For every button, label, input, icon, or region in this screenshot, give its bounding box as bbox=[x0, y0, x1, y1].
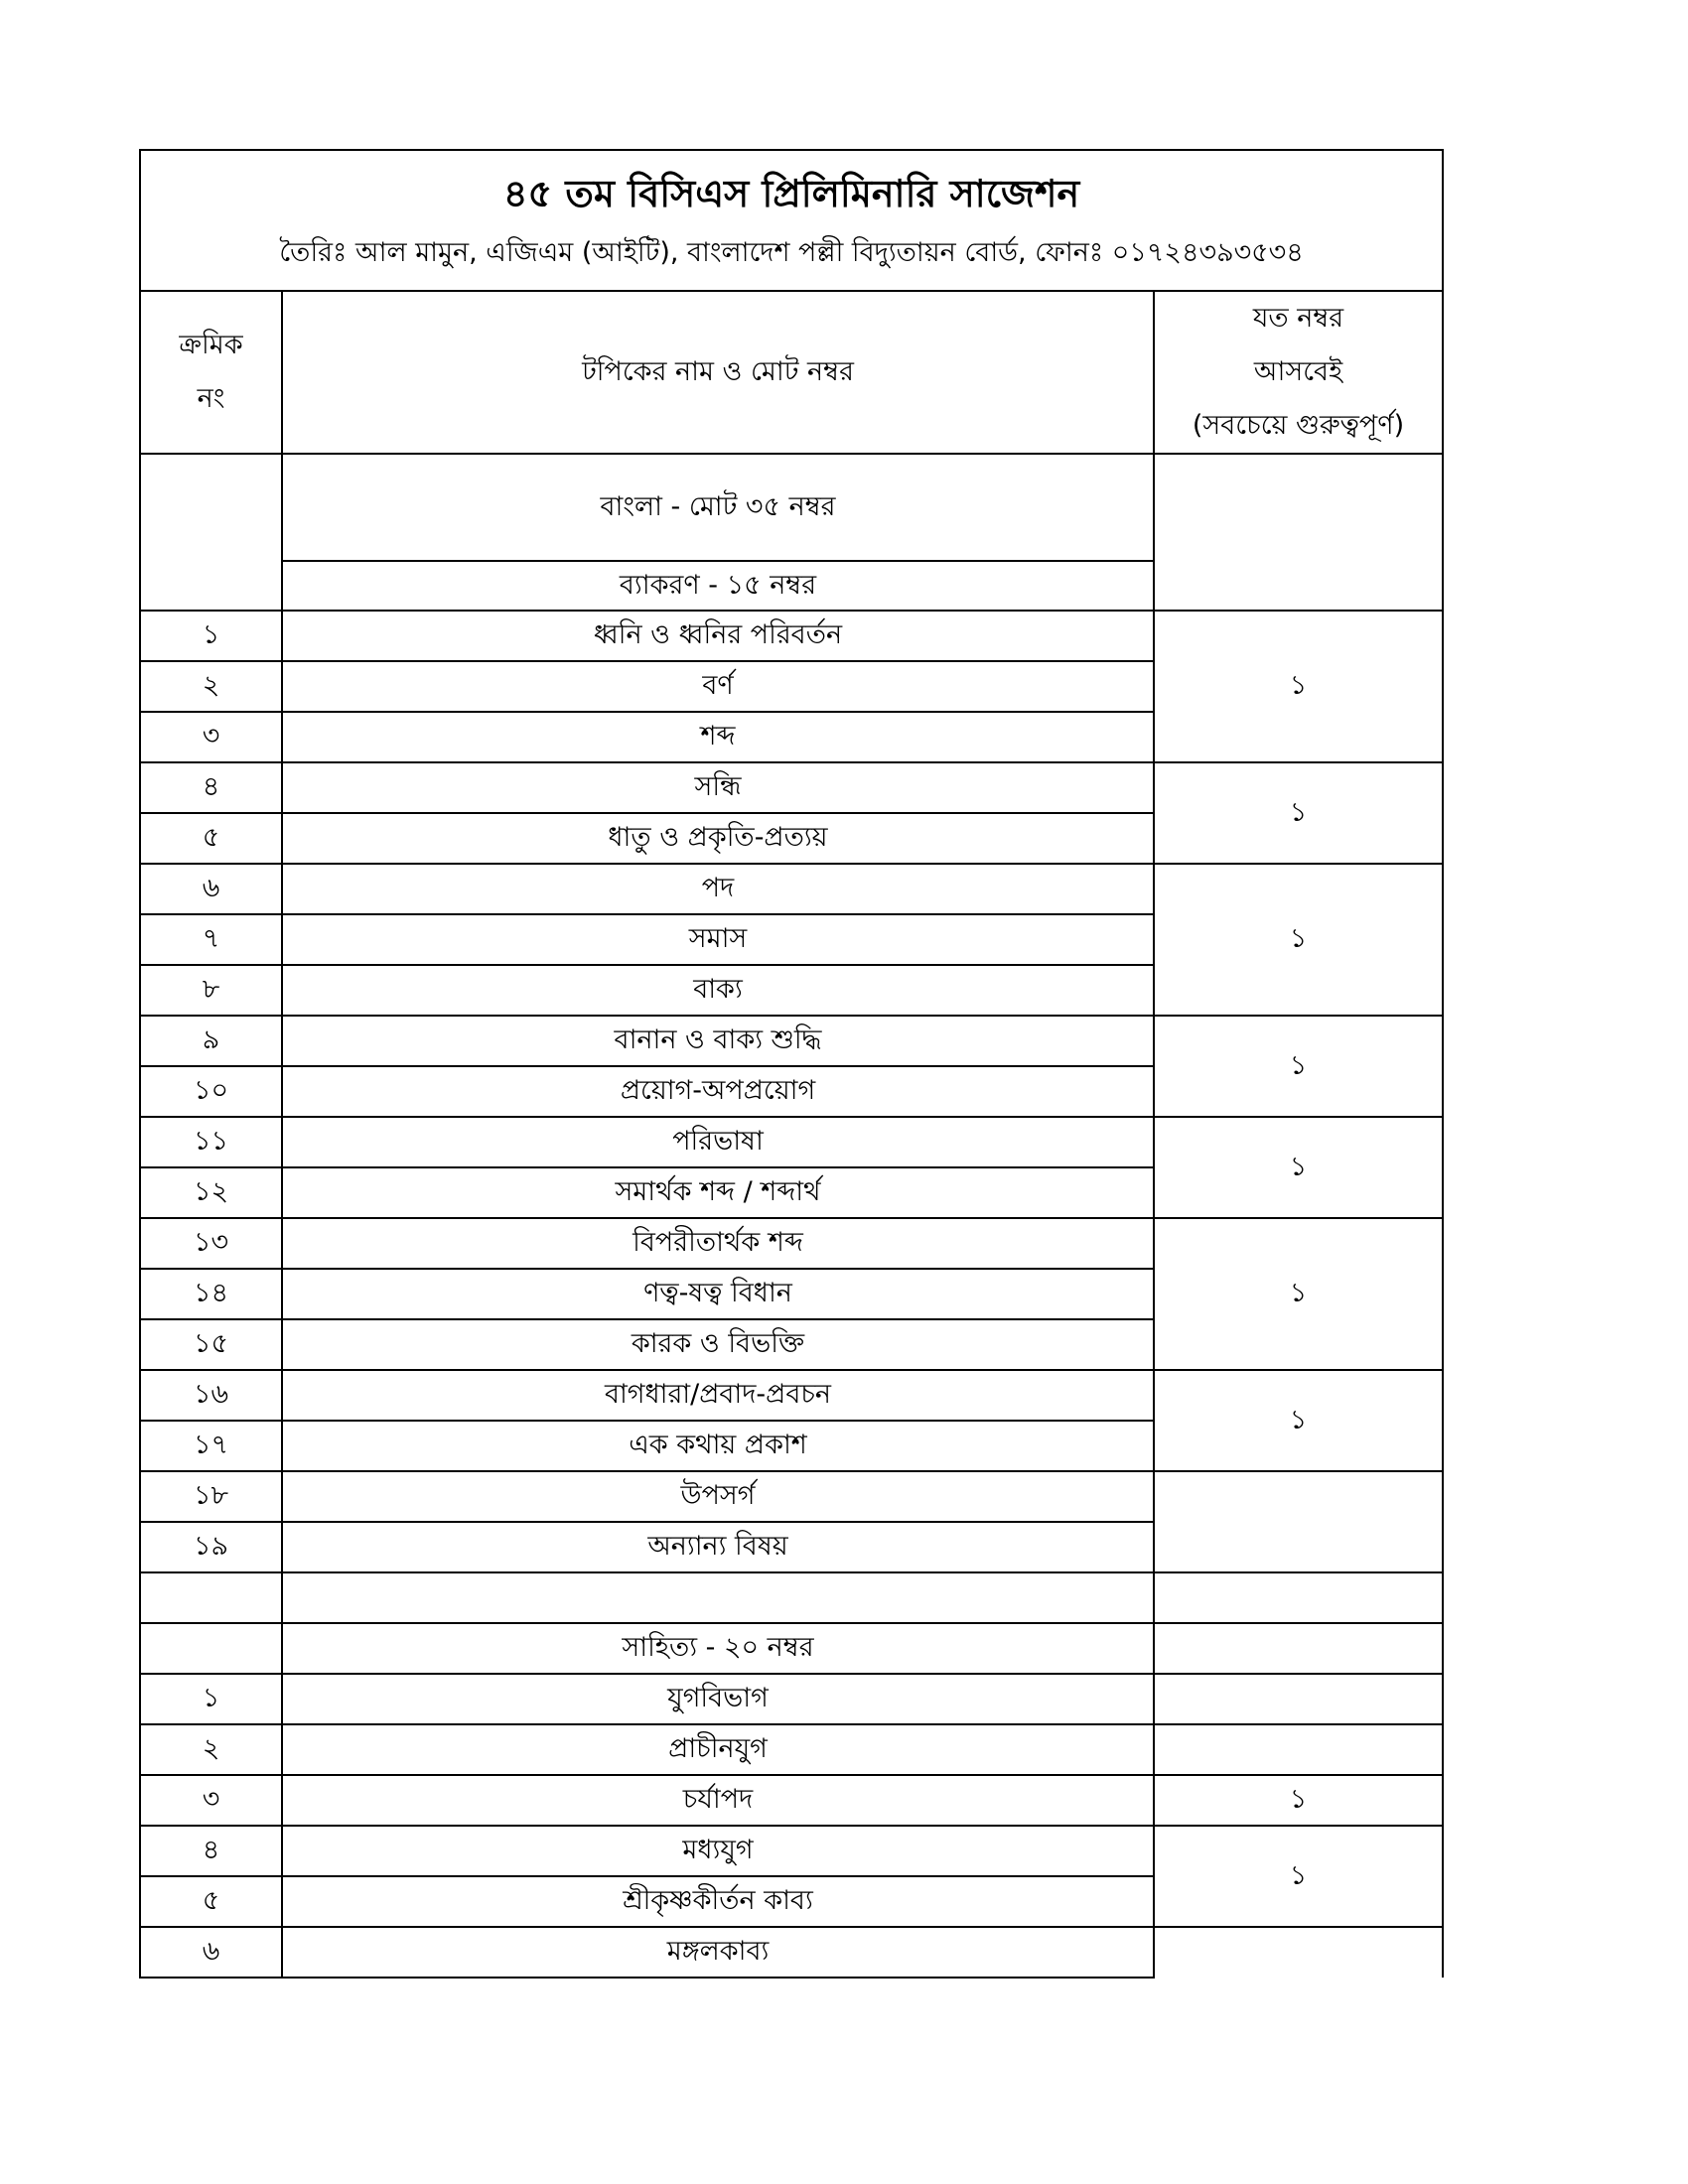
serial-cell: ১০ bbox=[140, 1066, 282, 1117]
topic-cell: বানান ও বাক্য শুদ্ধি bbox=[282, 1016, 1154, 1066]
serial-header-line-2: নং bbox=[197, 383, 225, 414]
serial-cell: ১৩ bbox=[140, 1218, 282, 1269]
serial-cell: ১৫ bbox=[140, 1319, 282, 1370]
table-row bbox=[140, 611, 1443, 661]
marks-cell: ১ bbox=[1154, 611, 1443, 762]
suggestion-table bbox=[139, 149, 1444, 1979]
serial-cell: ১২ bbox=[140, 1167, 282, 1218]
marks-header-line-2: আসবেই bbox=[1253, 356, 1343, 387]
serial-cell: ৫ bbox=[140, 1876, 282, 1927]
topic-cell: শব্দ bbox=[282, 712, 1154, 762]
document-header-row bbox=[140, 150, 1443, 291]
topic-cell: পরিভাষা bbox=[282, 1117, 1154, 1167]
topic-cell: বর্ণ bbox=[282, 661, 1154, 712]
serial-cell: ১৭ bbox=[140, 1421, 282, 1471]
topic-cell: সন্ধি bbox=[282, 762, 1154, 813]
document-title: ৪৫ তম বিসিএস প্রিলিমিনারি সাজেশন bbox=[502, 172, 1080, 216]
serial-header-line-1: ক্রমিক bbox=[179, 330, 243, 360]
serial-cell: ২ bbox=[140, 661, 282, 712]
document-subtitle: তৈরিঃ আল মামুন, এজিএম (আইটি), বাংলাদেশ পল্লী বিদ্যুতায়ন বোর্ড, ফোনঃ ০১৭২৪৩৯৩৫৩৪ bbox=[279, 237, 1304, 269]
empty-row bbox=[140, 1572, 1443, 1623]
serial-cell: ১ bbox=[140, 611, 282, 661]
topic-cell: বিপরীতার্থক শব্দ bbox=[282, 1218, 1154, 1269]
topic-cell: প্রয়োগ-অপপ্রয়োগ bbox=[282, 1066, 1154, 1117]
table-row bbox=[140, 1724, 1443, 1775]
serial-cell: ১৪ bbox=[140, 1269, 282, 1319]
serial-cell: ৬ bbox=[140, 1927, 282, 1978]
topic-cell: ধাতু ও প্রকৃতি-প্রত্যয় bbox=[282, 813, 1154, 864]
table-row bbox=[140, 762, 1443, 813]
empty-marks-cell bbox=[1154, 1623, 1443, 1674]
table-row bbox=[140, 1775, 1443, 1826]
marks-cell: ১ bbox=[1154, 762, 1443, 864]
serial-cell: ৪ bbox=[140, 762, 282, 813]
serial-cell: ১১ bbox=[140, 1117, 282, 1167]
topic-cell: এক কথায় প্রকাশ bbox=[282, 1421, 1154, 1471]
table-row bbox=[140, 1674, 1443, 1724]
topic-cell: মঙ্গলকাব্য bbox=[282, 1927, 1154, 1978]
column-header-row bbox=[140, 291, 1443, 454]
empty-cell bbox=[1154, 1572, 1443, 1623]
serial-cell: ২ bbox=[140, 1724, 282, 1775]
topic-cell: ণত্ব-ষত্ব বিধান bbox=[282, 1269, 1154, 1319]
topic-cell: সমাস bbox=[282, 914, 1154, 965]
serial-cell: ১৯ bbox=[140, 1522, 282, 1572]
table-row bbox=[140, 1218, 1443, 1269]
marks-cell: ১ bbox=[1154, 864, 1443, 1016]
topic-cell: সমার্থক শব্দ / শব্দার্থ bbox=[282, 1167, 1154, 1218]
topic-cell: পদ bbox=[282, 864, 1154, 914]
empty-cell bbox=[140, 1572, 282, 1623]
serial-cell: ৫ bbox=[140, 813, 282, 864]
section-title-bangla: বাংলা - মোট ৩৫ নম্বর bbox=[282, 454, 1154, 561]
empty-marks-cell bbox=[1154, 1927, 1443, 1978]
topic-cell: প্রাচীনযুগ bbox=[282, 1724, 1154, 1775]
topic-cell: চর্যাপদ bbox=[282, 1775, 1154, 1826]
empty-marks-cell bbox=[1154, 454, 1443, 611]
marks-cell: ১ bbox=[1154, 1016, 1443, 1117]
empty-marks-cell bbox=[1154, 1674, 1443, 1724]
document-header bbox=[140, 150, 1443, 291]
topic-cell: ধ্বনি ও ধ্বনির পরিবর্তন bbox=[282, 611, 1154, 661]
topic-cell: কারক ও বিভক্তি bbox=[282, 1319, 1154, 1370]
empty-cell bbox=[282, 1572, 1154, 1623]
marks-cell: ১ bbox=[1154, 1370, 1443, 1471]
serial-cell: ৪ bbox=[140, 1826, 282, 1876]
serial-cell: ১৮ bbox=[140, 1471, 282, 1522]
serial-cell: ১৬ bbox=[140, 1370, 282, 1421]
empty-serial-cell bbox=[140, 1623, 282, 1674]
topic-cell: মধ্যযুগ bbox=[282, 1826, 1154, 1876]
marks-cell: ১ bbox=[1154, 1775, 1443, 1826]
serial-cell: ৩ bbox=[140, 1775, 282, 1826]
serial-cell: ৮ bbox=[140, 965, 282, 1016]
topic-cell: যুগবিভাগ bbox=[282, 1674, 1154, 1724]
table-row bbox=[140, 1927, 1443, 1978]
table-row bbox=[140, 1471, 1443, 1522]
serial-cell: ৯ bbox=[140, 1016, 282, 1066]
section-title-grammar: ব্যাকরণ - ১৫ নম্বর bbox=[282, 561, 1154, 611]
topic-cell: শ্রীকৃষ্ণকীর্তন কাব্য bbox=[282, 1876, 1154, 1927]
serial-cell: ৬ bbox=[140, 864, 282, 914]
topic-cell: উপসর্গ bbox=[282, 1471, 1154, 1522]
serial-cell: ১ bbox=[140, 1674, 282, 1724]
topic-cell: অন্যান্য বিষয় bbox=[282, 1522, 1154, 1572]
empty-marks-cell bbox=[1154, 1471, 1443, 1572]
column-header-serial bbox=[140, 291, 282, 454]
section-row-bangla bbox=[140, 454, 1443, 561]
marks-cell: ১ bbox=[1154, 1826, 1443, 1927]
serial-cell: ৭ bbox=[140, 914, 282, 965]
table-row bbox=[140, 864, 1443, 914]
marks-header-line-1: যত নম্বর bbox=[1252, 303, 1344, 334]
table-row bbox=[140, 1016, 1443, 1066]
section-title-literature: সাহিত্য - ২০ নম্বর bbox=[282, 1623, 1154, 1674]
topic-cell: বাক্য bbox=[282, 965, 1154, 1016]
table-row bbox=[140, 1826, 1443, 1876]
empty-marks-cell bbox=[1154, 1724, 1443, 1775]
suggestion-sheet bbox=[139, 149, 1444, 1979]
marks-header-line-3: (সবচেয়ে গুরুত্বপূর্ণ) bbox=[1192, 410, 1405, 441]
marks-cell: ১ bbox=[1154, 1117, 1443, 1218]
table-row bbox=[140, 1370, 1443, 1421]
column-header-marks bbox=[1154, 291, 1443, 454]
table-row bbox=[140, 1117, 1443, 1167]
section-row-literature bbox=[140, 1623, 1443, 1674]
column-header-topic: টপিকের নাম ও মোট নম্বর bbox=[282, 291, 1154, 454]
serial-cell: ৩ bbox=[140, 712, 282, 762]
marks-cell: ১ bbox=[1154, 1218, 1443, 1370]
topic-cell: বাগধারা/প্রবাদ-প্রবচন bbox=[282, 1370, 1154, 1421]
empty-serial-cell bbox=[140, 454, 282, 611]
